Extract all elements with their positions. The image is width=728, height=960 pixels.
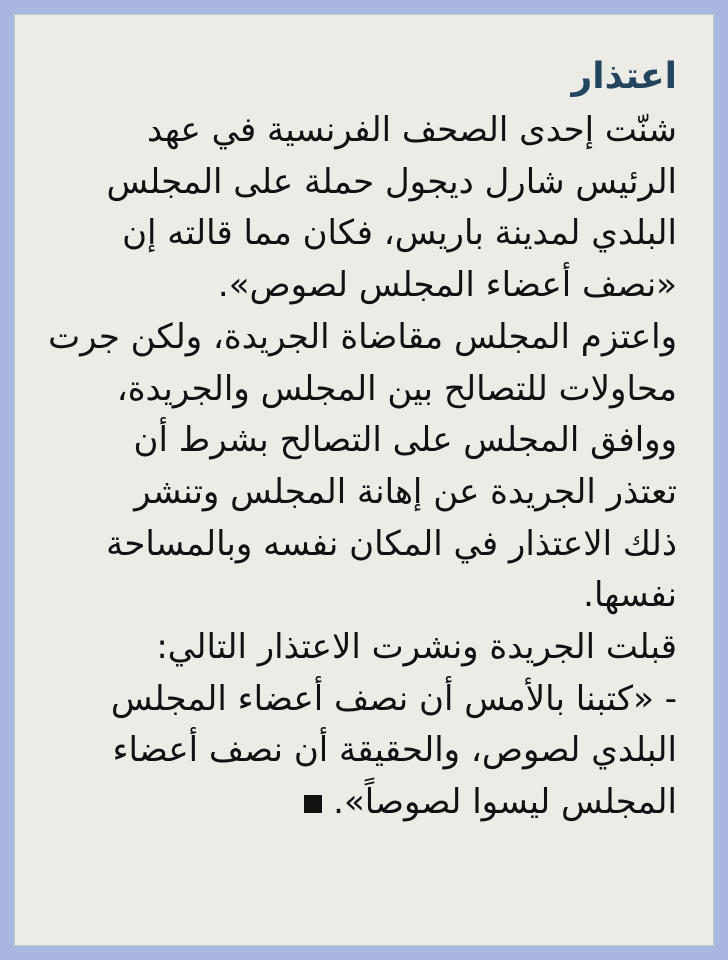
article-title: اعتذار: [571, 56, 677, 97]
text-line: ذلك الاعتذار في المكان نفسه وبالمساحة: [106, 523, 677, 564]
text-line: نفسها.: [583, 575, 677, 616]
text-line: قبلت الجريدة ونشرت الاعتذار التالي:: [156, 627, 677, 668]
text-line: شنّت إحدى الصحف الفرنسية في عهد: [147, 110, 677, 150]
text-line: البلدي لصوص، والحقيقة أن نصف أعضاء: [112, 730, 677, 771]
text-line: - «كتبنا بالأمس أن نصف أعضاء المجلس: [110, 678, 677, 719]
last-line: [51, 777, 677, 829]
article-page: [14, 14, 714, 946]
text-line: «نصف أعضاء المجلس لصوص».: [217, 265, 677, 306]
text-line: تعتذر الجريدة عن إهانة المجلس وتنشر: [134, 471, 677, 512]
end-mark-icon: [304, 795, 322, 813]
text-line: البلدي لمدينة باريس، فكان مما قالته إن: [122, 213, 677, 254]
text-line: الرئيس شارل ديجول حملة على المجلس: [106, 161, 677, 202]
text-line: واعتزم المجلس مقاضاة الجريدة، ولكن جرت: [48, 316, 677, 357]
text-line: المجلس ليسوا لصوصاً».: [333, 782, 677, 823]
article-body: [15, 15, 713, 829]
text-line: محاولات للتصالح بين المجلس والجريدة،: [116, 368, 677, 409]
text-line: ووافق المجلس على التصالح بشرط أن: [133, 420, 677, 461]
